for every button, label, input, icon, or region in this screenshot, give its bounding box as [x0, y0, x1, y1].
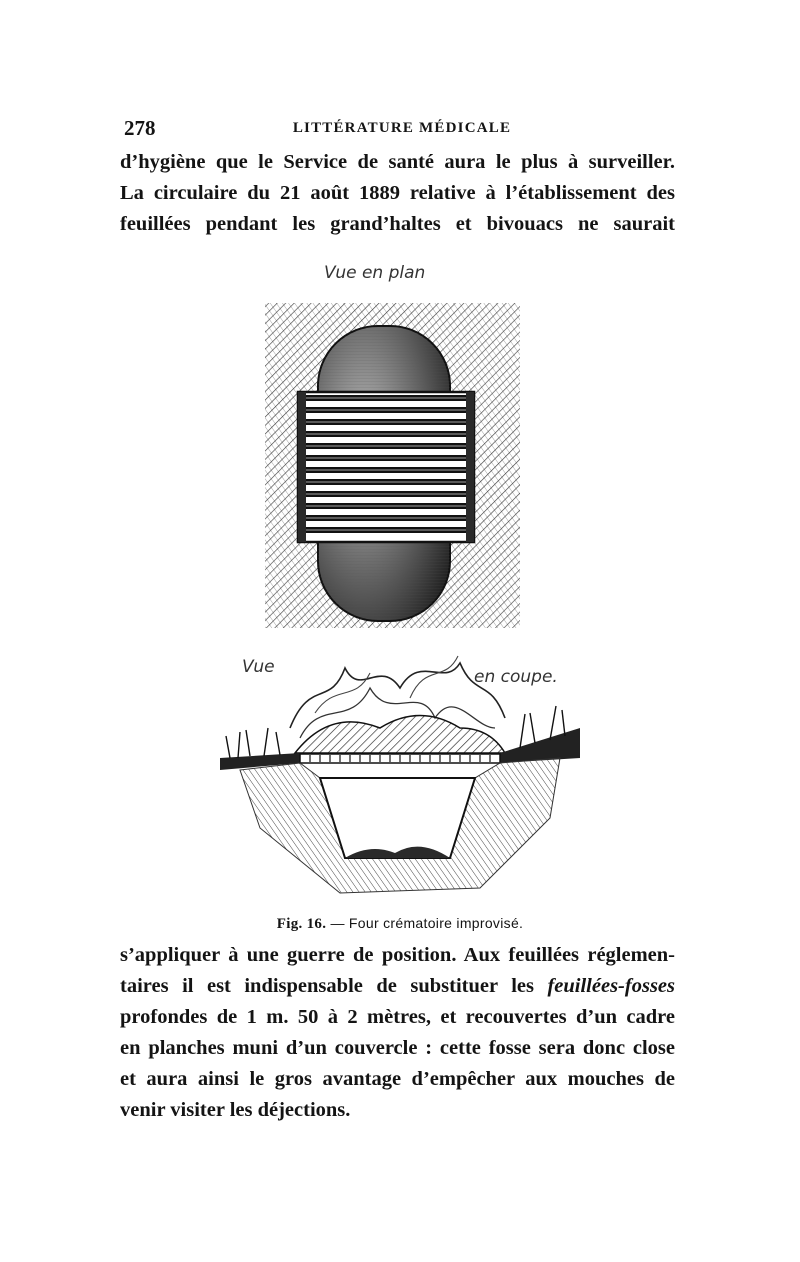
- crematory-engraving: [220, 258, 580, 908]
- label-plan-view: Vue en plan: [324, 263, 426, 283]
- text-line: s’appliquer à une guerre de position. Aux feuillées réglemen-: [120, 944, 675, 966]
- text-line: profondes de 1 m. 50 à 2 mètres, et recouvertes d’un cadre: [120, 1006, 675, 1028]
- plan-view: [265, 303, 520, 628]
- italic-term: feuillées-fosses: [547, 975, 675, 997]
- paragraph-bottom: [120, 940, 675, 1126]
- text-line: feuillées pendant les grand’haltes et bivouacs ne saurait: [120, 213, 675, 235]
- section-view: [220, 656, 580, 893]
- text-line: La circulaire du 21 août 1889 relative à l’établissement des: [120, 182, 675, 204]
- text-line: d’hygiène que le Service de santé aura le plus à surveiller.: [120, 151, 675, 173]
- figure-caption: [0, 915, 800, 933]
- text-line: et aura ainsi le gros avantage d’empêcher aux mouches de: [120, 1068, 675, 1090]
- paragraph-top: [120, 147, 675, 240]
- text-line: en planches muni d’un couvercle : cette fosse sera donc close: [120, 1037, 675, 1059]
- figure-crematory-oven: [220, 258, 580, 908]
- running-title: LITTÉRATURE MÉDICALE: [292, 120, 512, 136]
- text-line-part: taires il est indispensable de substituer les: [120, 975, 534, 997]
- label-section-right: en coupe.: [474, 667, 558, 687]
- page-number: 278: [124, 116, 156, 140]
- running-head: [124, 116, 680, 140]
- text-line: [120, 971, 675, 1002]
- caption-number: Fig. 16.: [276, 916, 327, 932]
- caption-text: — Four crématoire improvisé.: [326, 915, 524, 931]
- text-line: venir visiter les déjections.: [120, 1099, 351, 1121]
- label-section-left: Vue: [242, 657, 275, 677]
